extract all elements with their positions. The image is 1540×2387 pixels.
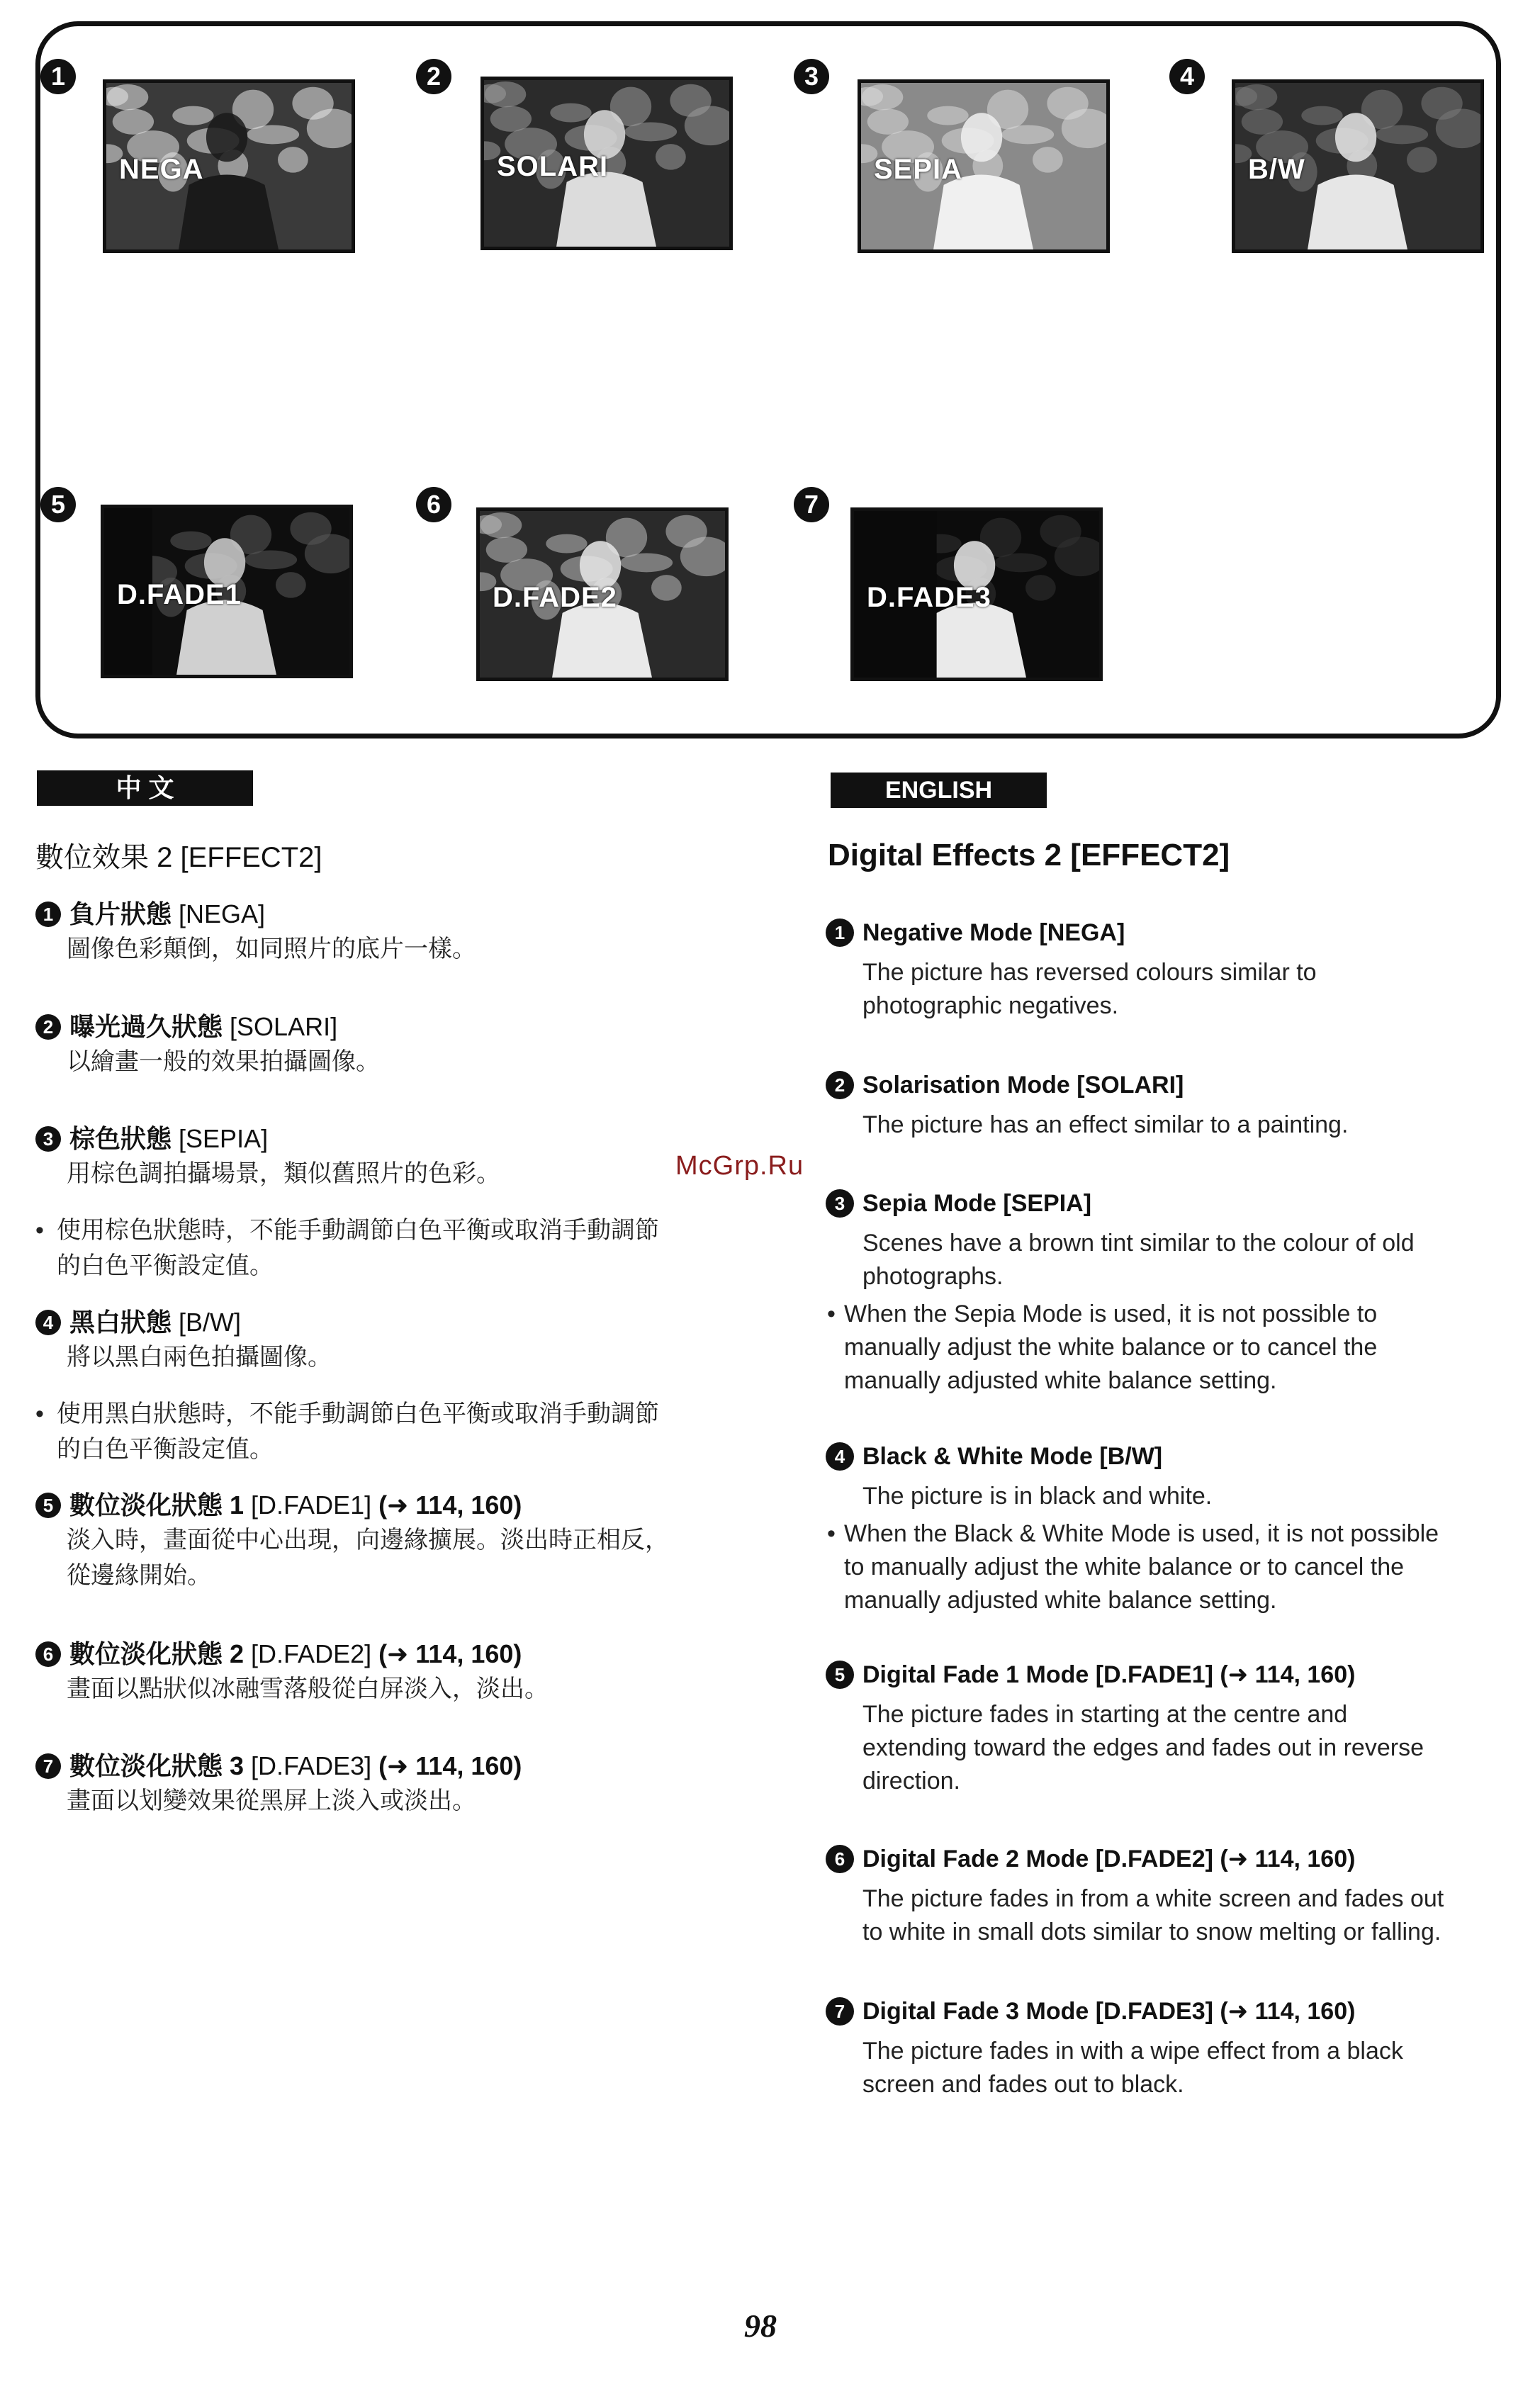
- chinese-item-note: [35, 1213, 744, 1284]
- thumbnail-number: 3: [794, 59, 829, 94]
- heading-text: Digital Fade 3 Mode [D.FADE3] (➜ 114, 160): [862, 1998, 1356, 2025]
- english-item-3: [826, 1187, 1506, 1398]
- english-item-body: The picture is in black and white.: [862, 1483, 1213, 1510]
- english-item-body: The picture has an effect similar to a painting.: [862, 1111, 1349, 1138]
- english-item-body: The picture fades in from a white screen and fades out: [862, 1885, 1444, 1912]
- heading-text: Digital Fade 1 Mode [D.FADE1] (➜ 114, 160): [862, 1661, 1356, 1688]
- chinese-item-heading: [35, 1637, 744, 1671]
- note-line: • When the Black & White Mode is used, it is not possible: [844, 1520, 1439, 1547]
- note-line: manually adjusted white balance setting.: [844, 1367, 1277, 1394]
- heading-text: 棕色狀態: [69, 1124, 172, 1153]
- english-title: Digital Effects 2 [EFFECT2]: [828, 838, 1230, 872]
- chinese-item-1: [35, 897, 744, 967]
- heading-text: Sepia Mode [SEPIA]: [862, 1190, 1092, 1217]
- chinese-item-body: 以繪畫一般的效果拍攝圖像。: [67, 1048, 380, 1075]
- english-item-heading: [826, 1069, 1506, 1101]
- chinese-section-label: 中 文: [37, 770, 253, 806]
- chinese-item-note: [35, 1396, 744, 1467]
- english-item-5: [826, 1658, 1506, 1798]
- chinese-item-6: [35, 1637, 744, 1707]
- chinese-item-7: [35, 1749, 744, 1819]
- english-item-heading: [826, 1843, 1506, 1875]
- item-number: 7: [35, 1753, 61, 1779]
- page-number: 98: [744, 2308, 777, 2344]
- english-item-7: [826, 1995, 1506, 2101]
- heading-text: 數位淡化狀態 1: [69, 1490, 245, 1520]
- chinese-item-body: 畫面以划變效果從黑屏上淡入或淡出。: [67, 1787, 476, 1814]
- note-line: 的白色平衡設定值。: [57, 1252, 274, 1279]
- english-item-4: [826, 1440, 1506, 1617]
- item-number: 6: [826, 1845, 854, 1873]
- item-number: 4: [35, 1310, 61, 1335]
- english-item-body: to white in small dots similar to snow melting or falling.: [862, 1919, 1441, 1945]
- chinese-item-heading: [35, 1122, 744, 1156]
- page-reference: (➜ 114, 160): [378, 1751, 522, 1780]
- item-number: 6: [35, 1641, 61, 1667]
- note-line: manually adjust the white balance or to cancel the: [844, 1334, 1378, 1361]
- note-line: 的白色平衡設定值。: [57, 1436, 274, 1463]
- item-number: 2: [826, 1071, 854, 1099]
- thumbnail-number: 1: [40, 59, 76, 94]
- item-number: 5: [35, 1493, 61, 1518]
- heading-text: Solarisation Mode [SOLARI]: [862, 1072, 1184, 1099]
- english-item-body: photographic negatives.: [862, 992, 1119, 1019]
- effect-photo: [850, 507, 1103, 681]
- english-item-2: [826, 1069, 1506, 1142]
- item-number: 4: [826, 1442, 854, 1471]
- effect-photo: [480, 77, 733, 250]
- english-item-body: Scenes have a brown tint similar to the colour of old: [862, 1230, 1415, 1257]
- chinese-item-body: 畫面以點狀似冰融雪落般從白屏淡入，淡出。: [67, 1675, 549, 1702]
- heading-mode: [D.FADE2]: [251, 1639, 372, 1668]
- item-number: 3: [826, 1189, 854, 1218]
- item-number: 3: [35, 1126, 61, 1152]
- effect-label: B/W: [1248, 154, 1305, 185]
- chinese-item-body: 將以黑白兩色拍攝圖像。: [67, 1344, 332, 1371]
- chinese-item-heading: [35, 897, 744, 931]
- effect-label: D.FADE2: [493, 582, 617, 613]
- note-line: manually adjusted white balance setting.: [844, 1587, 1277, 1614]
- note-line: to manually adjust the white balance or to cancel the: [844, 1554, 1405, 1580]
- chinese-item-4: [35, 1305, 744, 1467]
- heading-mode: [SEPIA]: [179, 1124, 269, 1153]
- english-item-body: screen and fades out to black.: [862, 2071, 1184, 2098]
- english-item-1: [826, 916, 1506, 1023]
- heading-mode: [B/W]: [179, 1308, 242, 1337]
- english-item-body: The picture has reversed colours similar to: [862, 959, 1317, 986]
- chinese-item-5: [35, 1488, 744, 1593]
- chinese-item-heading: [35, 1010, 744, 1044]
- english-item-body: photographs.: [862, 1263, 1004, 1290]
- english-item-body: The picture fades in with a wipe effect from a black: [862, 2038, 1403, 2065]
- heading-mode: [SOLARI]: [230, 1012, 338, 1041]
- effect-photo: [1232, 79, 1484, 253]
- chinese-item-2: [35, 1010, 744, 1079]
- english-item-body: direction.: [862, 1768, 960, 1795]
- heading-text: 黑白狀態: [69, 1308, 172, 1337]
- item-number: 1: [826, 919, 854, 947]
- item-number: 5: [826, 1661, 854, 1689]
- effect-label: SOLARI: [497, 151, 609, 182]
- item-number: 1: [35, 902, 61, 927]
- heading-mode: [NEGA]: [179, 899, 266, 928]
- heading-text: 負片狀態: [69, 899, 172, 928]
- chinese-item-heading: [35, 1305, 744, 1339]
- english-item-heading: [826, 1187, 1506, 1220]
- chinese-item-heading: [35, 1488, 744, 1522]
- effect-label: D.FADE1: [117, 579, 242, 610]
- page-reference: (➜ 114, 160): [378, 1639, 522, 1668]
- heading-mode: [D.FADE1]: [251, 1490, 372, 1520]
- english-item-6: [826, 1843, 1506, 1949]
- chinese-item-body: 從邊緣開始。: [67, 1562, 211, 1589]
- english-item-note: [826, 1517, 1506, 1617]
- english-item-heading: [826, 916, 1506, 949]
- effect-photo: [103, 79, 355, 253]
- heading-text: Negative Mode [NEGA]: [862, 919, 1125, 946]
- effect-label: D.FADE3: [867, 582, 991, 613]
- chinese-item-body: 淡入時，畫面從中心出現，向邊緣擴展。淡出時正相反，: [67, 1527, 669, 1554]
- english-item-body: extending toward the edges and fades out in reverse: [862, 1734, 1424, 1761]
- effect-label: SEPIA: [874, 154, 963, 185]
- effect-photo: [476, 507, 729, 681]
- chinese-item-heading: [35, 1749, 744, 1783]
- heading-mode: [D.FADE3]: [251, 1751, 372, 1780]
- thumbnail-number: 2: [416, 59, 451, 94]
- heading-text: Digital Fade 2 Mode [D.FADE2] (➜ 114, 160): [862, 1846, 1356, 1872]
- effect-label: NEGA: [119, 154, 204, 185]
- thumbnail-number: 6: [416, 487, 451, 522]
- heading-text: 數位淡化狀態 3: [69, 1751, 245, 1780]
- chinese-item-body: 用棕色調拍攝場景，類似舊照片的色彩。: [67, 1160, 500, 1187]
- watermark: McGrp.Ru: [675, 1151, 804, 1181]
- heading-text: 曝光過久狀態: [69, 1012, 223, 1041]
- note-line: • 使用棕色狀態時，不能手動調節白色平衡或取消手動調節: [57, 1217, 659, 1244]
- effect-photo: [101, 505, 353, 678]
- item-number: 2: [35, 1014, 61, 1040]
- english-item-heading: [826, 1995, 1506, 2028]
- thumbnail-number: 4: [1169, 59, 1205, 94]
- note-line: • 使用黑白狀態時，不能手動調節白色平衡或取消手動調節: [57, 1400, 659, 1427]
- english-item-note: [826, 1298, 1506, 1398]
- thumbnail-number: 7: [794, 487, 829, 522]
- english-item-body: The picture fades in starting at the centre and: [862, 1701, 1348, 1728]
- page-reference: (➜ 114, 160): [378, 1490, 522, 1520]
- effect-photo: [858, 79, 1110, 253]
- heading-text: 數位淡化狀態 2: [69, 1639, 245, 1668]
- chinese-item-3: [35, 1122, 744, 1284]
- english-section-label: ENGLISH: [831, 773, 1047, 808]
- note-line: • When the Sepia Mode is used, it is not possible to: [844, 1301, 1378, 1327]
- chinese-title: 數位效果 2 [EFFECT2]: [35, 842, 322, 873]
- english-item-heading: [826, 1440, 1506, 1473]
- thumbnail-number: 5: [40, 487, 76, 522]
- item-number: 7: [826, 1997, 854, 2026]
- chinese-item-body: 圖像色彩顛倒，如同照片的底片一樣。: [67, 936, 476, 962]
- heading-text: Black & White Mode [B/W]: [862, 1443, 1163, 1470]
- english-item-heading: [826, 1658, 1506, 1691]
